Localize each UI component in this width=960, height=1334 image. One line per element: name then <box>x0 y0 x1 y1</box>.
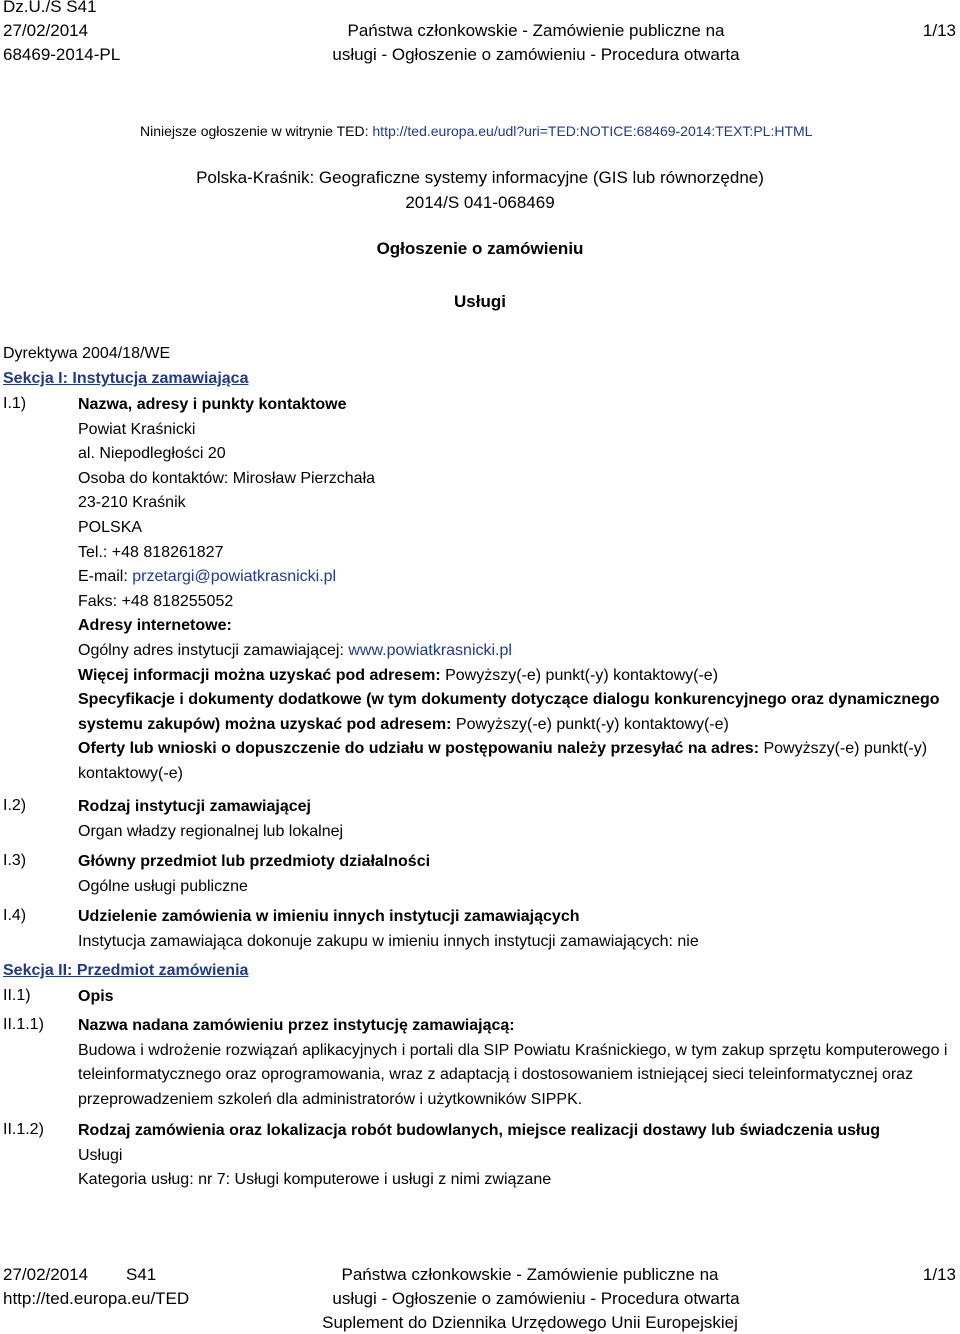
header-date: 27/02/2014 <box>3 21 89 40</box>
i1-block <box>78 393 958 787</box>
i1-number: I.1) <box>3 395 27 412</box>
footer-url[interactable]: http://ted.europa.eu/TED <box>3 1289 190 1308</box>
footer-page-number: 1/13 <box>922 1265 956 1284</box>
spec-info-value: Powyższy(-e) punkt(-y) kontaktowy(-e) <box>451 715 729 733</box>
email-link[interactable]: przetargi@powiatkrasnicki.pl <box>132 568 337 586</box>
i3-value: Ogólne usługi publiczne <box>78 877 248 895</box>
authority-street: al. Niepodległości 20 <box>78 445 226 463</box>
ii11-number: II.1.1) <box>3 1016 44 1033</box>
email-row <box>78 565 958 590</box>
web-link[interactable]: www.powiatkrasnicki.pl <box>348 641 512 659</box>
offers-info-value: Powyższy(-e) punkt(-y) kontaktowy(-e) <box>78 740 928 782</box>
footer-date: 27/02/2014 <box>3 1265 89 1284</box>
ted-intro <box>140 123 812 139</box>
notice-title: Polska-Kraśnik: Geograficzne systemy informacyjne (GIS lub równorzędne) <box>196 168 764 187</box>
page-header <box>0 0 960 70</box>
header-title-line1: Państwa członkowskie - Zamówienie publiczne na <box>347 21 725 40</box>
i3-number: I.3) <box>3 852 27 869</box>
authority-name: Powiat Kraśnicki <box>78 420 196 438</box>
footer-issue: S41 <box>126 1265 157 1284</box>
ii12-number: II.1.2) <box>3 1121 44 1138</box>
web-label: Ogólny adres instytucji zamawiającej: <box>78 641 349 659</box>
i4-value: Instytucja zamawiająca dokonuje zakupu w imieniu innych instytucji zamawiających: nie <box>78 932 699 950</box>
journal-ref: Dz.U./S S41 <box>3 0 97 16</box>
notice-id: 68469-2014-PL <box>3 45 121 64</box>
fax: Faks: +48 818255052 <box>78 592 234 610</box>
ii12-block <box>78 1119 958 1193</box>
spec-info-label: Specyfikacje i dokumenty dodatkowe (w tym dokumenty dotyczące dialogu konkurencyjnego oraz dynamicznego systemu zakupów) można uzyskać pod adresem: <box>78 691 940 733</box>
ii12-type: Usługi <box>78 1146 123 1164</box>
ii12-category: Kategoria usług: nr 7: Usługi komputerowe i usługi z nimi związane <box>78 1171 552 1189</box>
offers-info <box>78 737 958 786</box>
more-info <box>78 664 958 689</box>
contract-name: Budowa i wdrożenie rozwiązań aplikacyjnych i portali dla SIP Powiatu Kraśnickiego, w tym zakup sprzętu komputerowego i teleinformatycznego oraz oprogramowania, wraz z adaptacją i dostosowaniem istniejącej sieci teleinformatycznej oraz przeprowadzeniem szkoleń dla administratorów i użytkowników SIPPK. <box>78 1041 948 1108</box>
ii12-title: Rodzaj zamówienia oraz lokalizacja robót budowlanych, miejsce realizacji dostawy lub świadczenia usług <box>78 1122 880 1139</box>
more-info-label: Więcej informacji można uzyskać pod adresem: <box>78 666 441 684</box>
ii11-title: Nazwa nadana zamówieniu przez instytucję zamawiającą: <box>78 1017 515 1034</box>
notice-type: Ogłoszenie o zamówieniu <box>376 239 584 258</box>
ii1-number: II.1) <box>3 987 31 1004</box>
footer-title-line1: Państwa członkowskie - Zamówienie publiczne na <box>341 1265 719 1284</box>
section-2-heading: Sekcja II: Przedmiot zamówienia <box>3 962 249 979</box>
footer-title-line2: usługi - Ogłoszenie o zamówieniu - Procedura otwarta <box>332 1289 740 1308</box>
i2-value: Organ władzy regionalnej lub lokalnej <box>78 822 344 840</box>
ted-notice-link[interactable]: http://ted.europa.eu/udl?uri=TED:NOTICE:68469-2014:TEXT:PL:HTML <box>372 123 813 139</box>
i2-title: Rodzaj instytucji zamawiającej <box>78 798 311 815</box>
phone: Tel.: +48 818261827 <box>78 543 224 561</box>
ii1-title: Opis <box>78 988 114 1005</box>
notice-category: Usługi <box>454 292 506 311</box>
i4-title: Udzielenie zamówienia w imieniu innych instytucji zamawiających <box>78 908 580 925</box>
ii11-block <box>78 1014 958 1112</box>
authority-country: POLSKA <box>78 518 143 536</box>
section-1-heading: Sekcja I: Instytucja zamawiająca <box>3 370 249 387</box>
i2-number: I.2) <box>3 797 27 814</box>
i3-block <box>78 850 958 899</box>
i4-block <box>78 905 958 954</box>
directive: Dyrektywa 2004/18/WE <box>3 345 171 362</box>
footer-title-line3: Suplement do Dziennika Urzędowego Unii Europejskiej <box>322 1313 738 1332</box>
i1-title: Nazwa, adresy i punkty kontaktowe <box>78 396 347 413</box>
i3-title: Główny przedmiot lub przedmioty działalności <box>78 853 431 870</box>
web-heading: Adresy internetowe: <box>78 617 232 635</box>
offers-info-label: Oferty lub wnioski o dopuszczenie do udziału w postępowaniu należy przesyłać na adres: <box>78 740 760 758</box>
spec-info <box>78 688 958 737</box>
ted-intro-text: Niniejsze ogłoszenie w witrynie TED: <box>140 123 369 139</box>
email-label: E-mail: <box>78 568 133 586</box>
web-row <box>78 639 958 664</box>
contact-person: Osoba do kontaktów: Mirosław Pierzchała <box>78 469 376 487</box>
authority-city: 23-210 Kraśnik <box>78 494 186 512</box>
i2-block <box>78 795 958 844</box>
more-info-value: Powyższy(-e) punkt(-y) kontaktowy(-e) <box>440 666 719 684</box>
header-title-line2: usługi - Ogłoszenie o zamówieniu - Procedura otwarta <box>332 45 740 64</box>
i4-number: I.4) <box>3 907 27 924</box>
notice-number: 2014/S 041-068469 <box>405 193 555 212</box>
page-footer <box>0 1262 960 1334</box>
header-page-number: 1/13 <box>922 21 956 40</box>
